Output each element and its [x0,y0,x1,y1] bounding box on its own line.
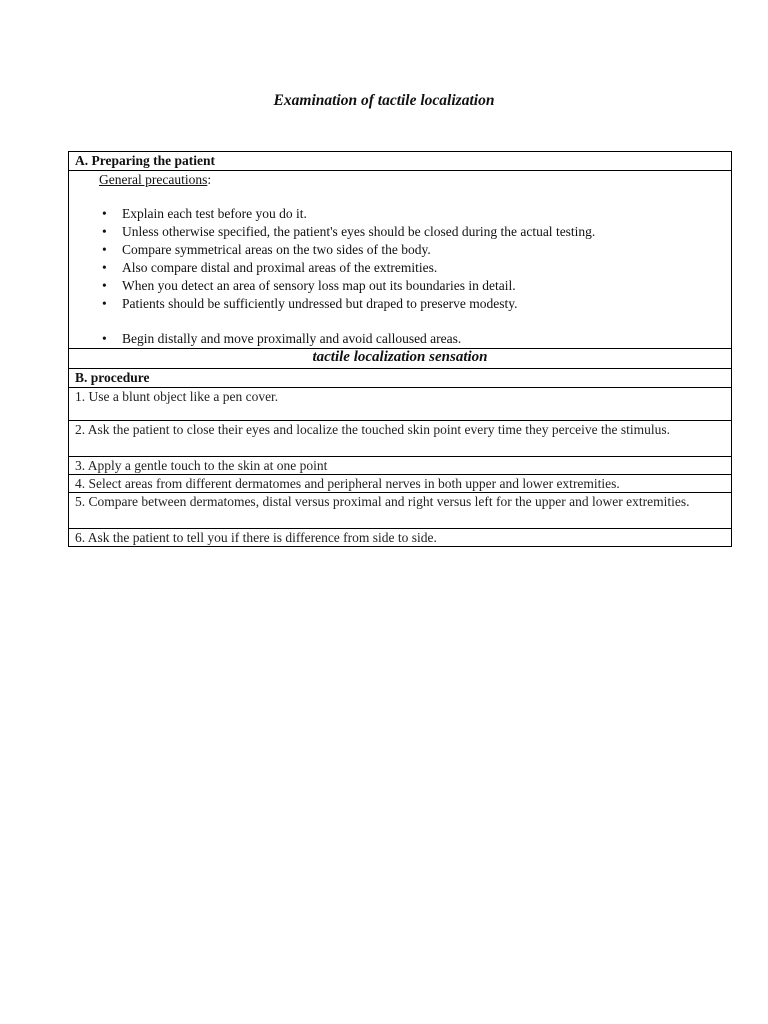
bullet-icon: • [102,260,107,275]
procedure-step-5: 5. Compare between dermatomes, distal versus proximal and right versus left for the upper and lower extremities. [69,493,732,529]
procedure-step-1: 1. Use a blunt object like a pen cover. [69,388,732,421]
bullet-icon: • [102,331,107,346]
list-item [75,241,725,259]
list-item-text: Explain each test before you do it. [122,206,307,221]
spacer [75,313,725,330]
procedure-step-6: 6. Ask the patient to tell you if there is difference from side to side. [69,529,732,547]
bullet-icon: • [102,206,107,221]
list-item [75,295,725,313]
procedure-step-2: 2. Ask the patient to close their eyes and localize the touched skin point every time they perceive the stimulus. [69,421,732,457]
list-item-text: Patients should be sufficiently undressed but draped to preserve modesty. [122,296,518,311]
list-item-text: When you detect an area of sensory loss map out its boundaries in detail. [122,278,516,293]
section-title: tactile localization sensation [69,349,732,369]
list-item [75,205,725,223]
section-a-header: A. Preparing the patient [69,152,732,171]
list-item [75,259,725,277]
precautions-cell [69,171,732,349]
section-b-header-row [69,369,732,388]
list-item-text: Compare symmetrical areas on the two sides of the body. [122,242,431,257]
procedure-step-3: 3. Apply a gentle touch to the skin at one point [69,457,732,475]
table-row [69,529,732,547]
procedure-step-4: 4. Select areas from different dermatomes and peripheral nerves in both upper and lower extremities. [69,475,732,493]
section-a-header-row [69,152,732,171]
table-row [69,457,732,475]
spacer [75,188,725,205]
list-item [75,277,725,295]
precautions-list [75,205,725,313]
bullet-icon: • [102,242,107,257]
precautions-list-final [75,330,725,348]
bullet-icon: • [102,296,107,311]
precautions-heading: General precautions [99,172,208,187]
list-item-text: Unless otherwise specified, the patient's eyes should be closed during the actual testing. [122,224,596,239]
section-b-header: B. procedure [69,369,732,388]
bullet-icon: • [102,278,107,293]
table-row [69,388,732,421]
list-item-text: Begin distally and move proximally and avoid calloused areas. [122,331,462,346]
precautions-heading-line [75,171,725,188]
precautions-row [69,171,732,349]
table-row [69,475,732,493]
page-title: Examination of tactile localization [273,92,495,109]
list-item [75,223,725,241]
procedure-table [68,151,732,547]
precautions-heading-colon: : [207,172,212,187]
list-item [75,330,725,348]
list-item-text: Also compare distal and proximal areas of the extremities. [122,260,438,275]
section-title-row [69,349,732,369]
table-row [69,493,732,529]
bullet-icon: • [102,224,107,239]
table-row [69,421,732,457]
